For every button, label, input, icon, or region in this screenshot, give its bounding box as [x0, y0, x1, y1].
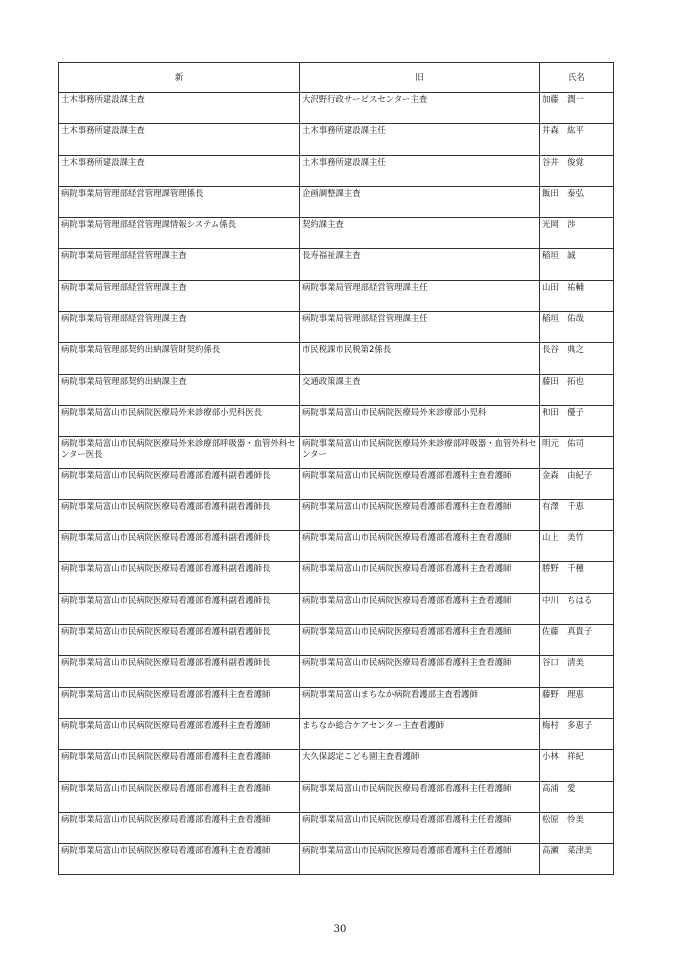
table-row [59, 374, 614, 405]
table-row [59, 625, 614, 656]
table-row [59, 124, 614, 155]
new-position-cell: 病院事業局富山市民病院医療局看護部看護科主査看護師 [59, 844, 300, 875]
person-name-cell: 谷井 俊覚 [540, 155, 614, 186]
page-number: 30 [333, 924, 347, 935]
table-row [59, 593, 614, 624]
new-position-cell: 病院事業局富山市民病院医療局看護部看護科副看護師長 [59, 468, 300, 499]
table-row [59, 186, 614, 217]
new-position-cell: 土木事務所建設課主査 [59, 155, 300, 186]
new-position-cell: 土木事務所建設課主査 [59, 93, 300, 124]
old-position-cell: 契約課主査 [300, 218, 540, 249]
old-position-cell: 病院事業局富山市民病院医療局看護部看護科主任看護師 [300, 812, 540, 843]
person-name-cell: 高瀬 菜津美 [540, 844, 614, 875]
table-row [59, 531, 614, 562]
table-row [59, 499, 614, 530]
person-name-cell: 飯田 泰弘 [540, 186, 614, 217]
old-position-cell: 病院事業局管理部経営管理課主任 [300, 280, 540, 311]
personnel-table [58, 62, 614, 875]
table-row [59, 812, 614, 843]
table-row [59, 312, 614, 343]
new-position-cell: 病院事業局富山市民病院医療局看護部看護科副看護師長 [59, 499, 300, 530]
person-name-cell: 谷口 清美 [540, 656, 614, 687]
old-position-cell: 病院事業局富山市民病院医療局看護部看護科主査看護師 [300, 531, 540, 562]
new-position-cell: 病院事業局富山市民病院医療局外来診療部小児科医長 [59, 405, 300, 436]
table-row [59, 437, 614, 468]
table-row [59, 750, 614, 781]
new-position-cell: 病院事業局管理部経営管理課情報システム係長 [59, 218, 300, 249]
header-new-position: 新 [59, 63, 300, 93]
old-position-cell: 企画調整課主査 [300, 186, 540, 217]
person-name-cell: 山田 祐輔 [540, 280, 614, 311]
old-position-cell: 土木事務所建設課主任 [300, 124, 540, 155]
person-name-cell: 明元 佑司 [540, 437, 614, 468]
table-row [59, 562, 614, 593]
person-name-cell: 藤田 拓也 [540, 374, 614, 405]
old-position-cell: 病院事業局富山市民病院医療局看護部看護科主査看護師 [300, 499, 540, 530]
person-name-cell: 梅村 多恵子 [540, 718, 614, 749]
old-position-cell: 病院事業局富山市民病院医療局看護部看護科主査看護師 [300, 562, 540, 593]
new-position-cell: 病院事業局管理部経営管理課管理係長 [59, 186, 300, 217]
old-position-cell: 病院事業局富山まちなか病院看護部主査看護師 [300, 687, 540, 718]
table-row [59, 656, 614, 687]
old-position-cell: 病院事業局富山市民病院医療局看護部看護科主査看護師 [300, 593, 540, 624]
new-position-cell: 病院事業局富山市民病院医療局外来診療部呼吸器・血管外科センター医長 [59, 437, 300, 468]
header-old-position: 旧 [300, 63, 540, 93]
old-position-cell: まちなか総合ケアセンター主査看護師 [300, 718, 540, 749]
table-row [59, 687, 614, 718]
person-name-cell: 光岡 渉 [540, 218, 614, 249]
table-row [59, 781, 614, 812]
new-position-cell: 病院事業局富山市民病院医療局看護部看護科主査看護師 [59, 750, 300, 781]
person-name-cell: 勝野 千種 [540, 562, 614, 593]
old-position-cell: 病院事業局富山市民病院医療局看護部看護科主任看護師 [300, 844, 540, 875]
new-position-cell: 病院事業局管理部契約出納課主査 [59, 374, 300, 405]
old-position-cell: 病院事業局富山市民病院医療局外来診療部呼吸器・血管外科センター [300, 437, 540, 468]
old-position-cell: 病院事業局富山市民病院医療局看護部看護科主査看護師 [300, 468, 540, 499]
person-name-cell: 藤野 理恵 [540, 687, 614, 718]
old-position-cell: 交通政策課主査 [300, 374, 540, 405]
person-name-cell: 有澤 千恵 [540, 499, 614, 530]
person-name-cell: 中川 ちはる [540, 593, 614, 624]
table-row [59, 280, 614, 311]
old-position-cell: 病院事業局富山市民病院医療局看護部看護科主任看護師 [300, 781, 540, 812]
table-row [59, 155, 614, 186]
person-name-cell: 金森 由紀子 [540, 468, 614, 499]
person-name-cell: 松原 怜美 [540, 812, 614, 843]
table-row [59, 343, 614, 374]
table-row [59, 718, 614, 749]
old-position-cell: 病院事業局管理部経営管理課主任 [300, 312, 540, 343]
person-name-cell: 長谷 典之 [540, 343, 614, 374]
old-position-cell: 土木事務所建設課主任 [300, 155, 540, 186]
old-position-cell: 大沢野行政サービスセンター主査 [300, 93, 540, 124]
new-position-cell: 病院事業局富山市民病院医療局看護部看護科副看護師長 [59, 531, 300, 562]
old-position-cell: 長寿福祉課主査 [300, 249, 540, 280]
new-position-cell: 病院事業局管理部契約出納課管財契約係長 [59, 343, 300, 374]
table-row [59, 844, 614, 875]
person-name-cell: 高浦 愛 [540, 781, 614, 812]
new-position-cell: 病院事業局富山市民病院医療局看護部看護科主査看護師 [59, 687, 300, 718]
new-position-cell: 病院事業局富山市民病院医療局看護部看護科副看護師長 [59, 562, 300, 593]
table-row [59, 218, 614, 249]
person-name-cell: 佐藤 真貴子 [540, 625, 614, 656]
old-position-cell: 市民税課市民税第2係長 [300, 343, 540, 374]
person-name-cell: 和田 優子 [540, 405, 614, 436]
new-position-cell: 病院事業局富山市民病院医療局看護部看護科主査看護師 [59, 781, 300, 812]
new-position-cell: 病院事業局富山市民病院医療局看護部看護科副看護師長 [59, 656, 300, 687]
table-row [59, 468, 614, 499]
header-name: 氏名 [540, 63, 614, 93]
person-name-cell: 山上 美竹 [540, 531, 614, 562]
old-position-cell: 病院事業局富山市民病院医療局外来診療部小児科 [300, 405, 540, 436]
person-name-cell: 小林 祥紀 [540, 750, 614, 781]
table-row [59, 405, 614, 436]
old-position-cell: 病院事業局富山市民病院医療局看護部看護科主査看護師 [300, 656, 540, 687]
person-name-cell: 井森 紘平 [540, 124, 614, 155]
old-position-cell: 大久保認定こども園主査看護師 [300, 750, 540, 781]
person-name-cell: 稲垣 誠 [540, 249, 614, 280]
old-position-cell: 病院事業局富山市民病院医療局看護部看護科主査看護師 [300, 625, 540, 656]
person-name-cell: 稲垣 佑哉 [540, 312, 614, 343]
new-position-cell: 病院事業局管理部経営管理課主査 [59, 249, 300, 280]
new-position-cell: 土木事務所建設課主査 [59, 124, 300, 155]
table-row [59, 93, 614, 124]
new-position-cell: 病院事業局富山市民病院医療局看護部看護科副看護師長 [59, 593, 300, 624]
new-position-cell: 病院事業局富山市民病院医療局看護部看護科主査看護師 [59, 812, 300, 843]
table-row [59, 249, 614, 280]
new-position-cell: 病院事業局管理部経営管理課主査 [59, 312, 300, 343]
table-body [59, 93, 614, 875]
header-row [59, 63, 614, 93]
new-position-cell: 病院事業局富山市民病院医療局看護部看護科副看護師長 [59, 625, 300, 656]
new-position-cell: 病院事業局管理部経営管理課主査 [59, 280, 300, 311]
new-position-cell: 病院事業局富山市民病院医療局看護部看護科主査看護師 [59, 718, 300, 749]
person-name-cell: 加藤 潤一 [540, 93, 614, 124]
